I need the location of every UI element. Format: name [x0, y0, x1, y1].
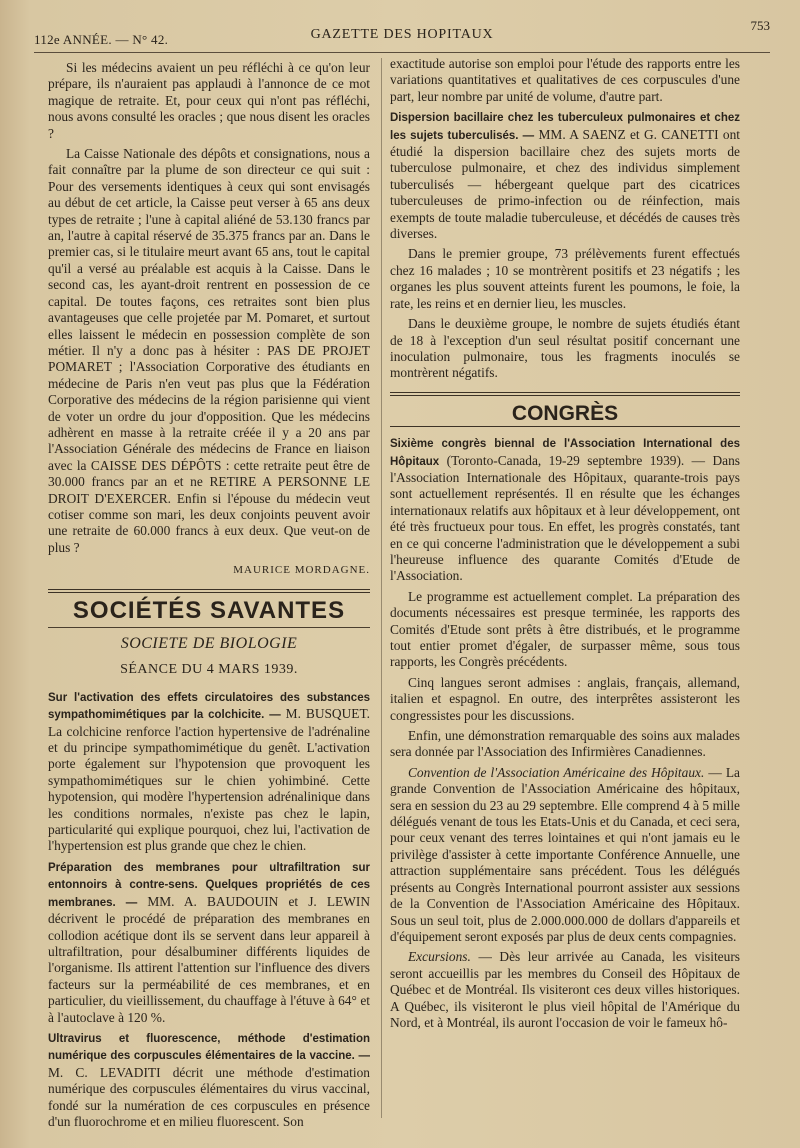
paragraph: exactitude autorise son emploi pour l'étude des rapports entre les variations quantitatives et qualitatives de ces corpuscules d'une part, leur nombre par unité de volume, d'autre part. [390, 56, 740, 104]
article-title: Sixième congrès biennal de l'Association International des Hôpitaux [390, 438, 740, 468]
article-title: Convention de l'Association Américaine des Hôpitaux. [408, 764, 705, 780]
article-body: M. C. LEVADITI décrit une méthode d'estimation numérique des corpuscules élémentaires du virus vaccinal, fondé sur la numération de ces corpuscules en présence d'un fluorochrome et en milieu fluorescent. Son [48, 1064, 370, 1129]
article-title: Sur l'activation des effets circulatoires des substances sympathomimétiques par la colchicite. — [48, 691, 370, 722]
issue-number: 112e ANNÉE. — N° 42. [34, 32, 169, 47]
paragraph: Si les médecins avaient un peu réfléchi à ce qu'on leur prépare, ils n'auraient pas applaudi à l'annonce de ce mot magique de retraite. Et, pour ceux qui n'ont pas réfléchi, nous avons consulté les oracles ; que nous disent les oracles ? [48, 60, 370, 141]
article-title: Ultravirus et fluorescence, méthode d'estimation numérique des corpuscules élémentaires de la vaccine. — [48, 1032, 370, 1063]
paragraph: Le programme est actuellement complet. La préparation des documents nécessaires est presque terminée, les rapports des Comités d'Etude sont prêts à être distribués, et le programme tout entier promet d'égaler, de surpasser même, sous tous rapports, les Congrès précédents. [390, 588, 740, 670]
society-title: SOCIETE DE BIOLOGIE [120, 635, 298, 652]
signature: MAURICE MORDAGNE. [233, 564, 370, 577]
divider [48, 627, 370, 628]
paragraph: La Caisse Nationale des dépôts et consignations, nous a fait connaître par la plume de son directeur ce qui suit : Pour des versements identiques à ceux qui sont envisagés au début de cet article, la Caisse peut verser à 65 ans deux types de retraite ; l'une à capital aliéné de 53.130 francs par an, l'autre à capital réservé de 35.375 francs par an. Dans le premier cas, si le titulaire meurt avant 65 ans, tout le capital qu'il a versé au préalable est acquis à la Caisse. Dans le second cas, les ayant-droit rentrent en possession de ce capital. De toutes façons, ces retraites sont bien plus avantageuses que celle projetée par M. Pomaret, et surtout elles laissent le médecin en possession complète de son métier. Il n'y a donc pas à hésiter : PAS DE PROJET POMARET ; l'Association Corporative des étudiants en médecine de Paris n'en veut pas plus que la Fédération Corporative des médecins de la région parisienne qui vient de voter un ordre du jour d'opposition. Que les médecins adhèrent en masse à la retraite créée il y a 20 ans par l'Association Générale des médecins de France en liaison avec la CAISSE DES DÉPÔTS : cette retraite peut être de 30.000 francs par an et ne RETIRE A PERSONNE LE DROIT D'EXERCER. Enfin si l'épouse du médecin veut cotiser comme son mari, les deux conjoints peuvent avoir une retraite de 60.000 francs à eux deux. Que veut-on de plus ? [48, 146, 370, 555]
article-body: (Toronto-Canada, 19-29 septembre 1939). — Dans l'Association Internationale des Hôpitaux, quarante-trois pays sont actuellement représentés. Il en résulte que les échanges internationaux relatifs aux hôpitaux et à leur développement, ont été très fructueux pour tous. En effet, les progrès constatés, tant en ce qui concerne l'administration que le développement a subi l'heureuse influence des quarante Comités d'Etude de l'Association. [390, 452, 740, 584]
article [48, 859, 370, 1026]
article-body: — Dès leur arrivée au Canada, les visiteurs seront accueillis par les membres du Conseil des Hôpitaux de Québec et de Montréal. Ils visiteront ces deux villes historiques. A Québec, ils visiteront le plus vieil hôpital de l'Amérique du Nord, et à Montréal, ils auront l'occasion de voir le fameux hô- [390, 949, 740, 1030]
article [48, 689, 370, 855]
article-title: Dispersion bacillaire chez les tuberculeux pulmonaires et chez les sujets tuberculisés. — [390, 112, 740, 142]
right-column [390, 56, 740, 1035]
article [390, 109, 740, 242]
session-date: SÉANCE DU 4 MARS 1939. [120, 662, 298, 678]
paragraph: Dans le deuxième groupe, le nombre de sujets étudiés étant de 18 à l'exception d'un seul résultat positif concernant une inoculation pulmonaire, tous les fragments inoculés se montrèrent négatifs. [390, 316, 740, 381]
page-number: 753 [750, 18, 770, 33]
article-title: Préparation des membranes pour ultrafiltration sur entonnoirs à contre-sens. Quelques propriétés de ces membranes. — [48, 861, 370, 909]
article-body: — La grande Convention de l'Association Américaine des hôpitaux, sera en session du 23 au 29 septembre. Elle comprend 4 à 5 mille délégués venant de tous les Etats-Unis et du Canada, et ceci sera, pour ceux venant des terres lointaines et qui n'ont jamais eu le privilège d'assister à cette importante Conférence Annuelle, une attraction supplémentaire sans précédent. Tous les délégués présents au Congrès International pourront assister aux sessions de la Convention de l'Association Américaine des Hôpitaux. Sous un seul toit, plus de 2.000.000.000 de dollars d'appareils et d'équipement seront exposés par plus de deux cents compagnies. [390, 764, 740, 944]
divider [48, 589, 370, 593]
page-header [34, 18, 770, 53]
section-title: CONGRÈS [390, 406, 740, 427]
article [390, 765, 740, 945]
paragraph: Dans le premier groupe, 73 prélèvements furent effectués chez 16 malades ; 10 se montrèrent positifs et 23 négatifs ; les organes les plus souvent atteints furent les poumons, le foie, la rate, les reins et en dernier lieu, les muscles. [390, 246, 740, 311]
column-divider [381, 58, 382, 1118]
article-body: MM. A. BAUDOUIN et J. LEWIN décrivent le procédé de préparation des membranes en collodion acétique dont ils se servent dans leur appareil à ultrafiltration, pour désalbuminer différents liquides de l'organisme. Ils attirent l'attention sur l'influence des divers facteurs sur la perméabilité de ces membranes, et en particulier, du vieillissement, du chauffage à l'étuve à 64° et à l'autoclave à 120 %. [48, 893, 370, 1025]
left-column [48, 60, 370, 1134]
journal-title: GAZETTE DES HOPITAUX [310, 27, 494, 42]
article-body: M. BUSQUET. La colchicine renforce l'action hypertensive de l'adrénaline et du principe sympathomimétique du genêt. L'activation porte également sur l'hypotension que provoquent les sympathomimétiques sur le chien yohimbiné. Cette hypotension, qui modère l'hypertension adrénalinique dans les conditions normales, n'existe pas chez le lapin, particularité qui explique pourquoi, chez lui, l'activation de l'hypertension est plus grande que chez le chien. [48, 706, 370, 854]
article-body: MM. A SAENZ et G. CANETTI ont étudié la dispersion bacillaire chez des sujets morts de tuberculose pulmonaire, et chez des individus simplement tuberculisés — hébergeant quelque part des cicatrices tuberculeuses de primo-infection ou de réinfection, mais exempts de toute maladie tuberculeuse, et décédés de causes très diverses. [390, 126, 740, 242]
article [390, 435, 740, 585]
section-title: SOCIÉTÉS SAVANTES [72, 596, 346, 624]
paragraph: Enfin, une démonstration remarquable des soins aux malades sera donnée par l'Association des Infirmières Canadiennes. [390, 728, 740, 760]
divider [390, 392, 740, 396]
paragraph: Cinq langues seront admises : anglais, français, allemand, italien et espagnol. En outre, des interprêtes assisteront les congressistes pour les discussions. [390, 674, 740, 723]
article [48, 1030, 370, 1130]
article [390, 949, 740, 1031]
article-title: Excursions. [408, 949, 471, 965]
